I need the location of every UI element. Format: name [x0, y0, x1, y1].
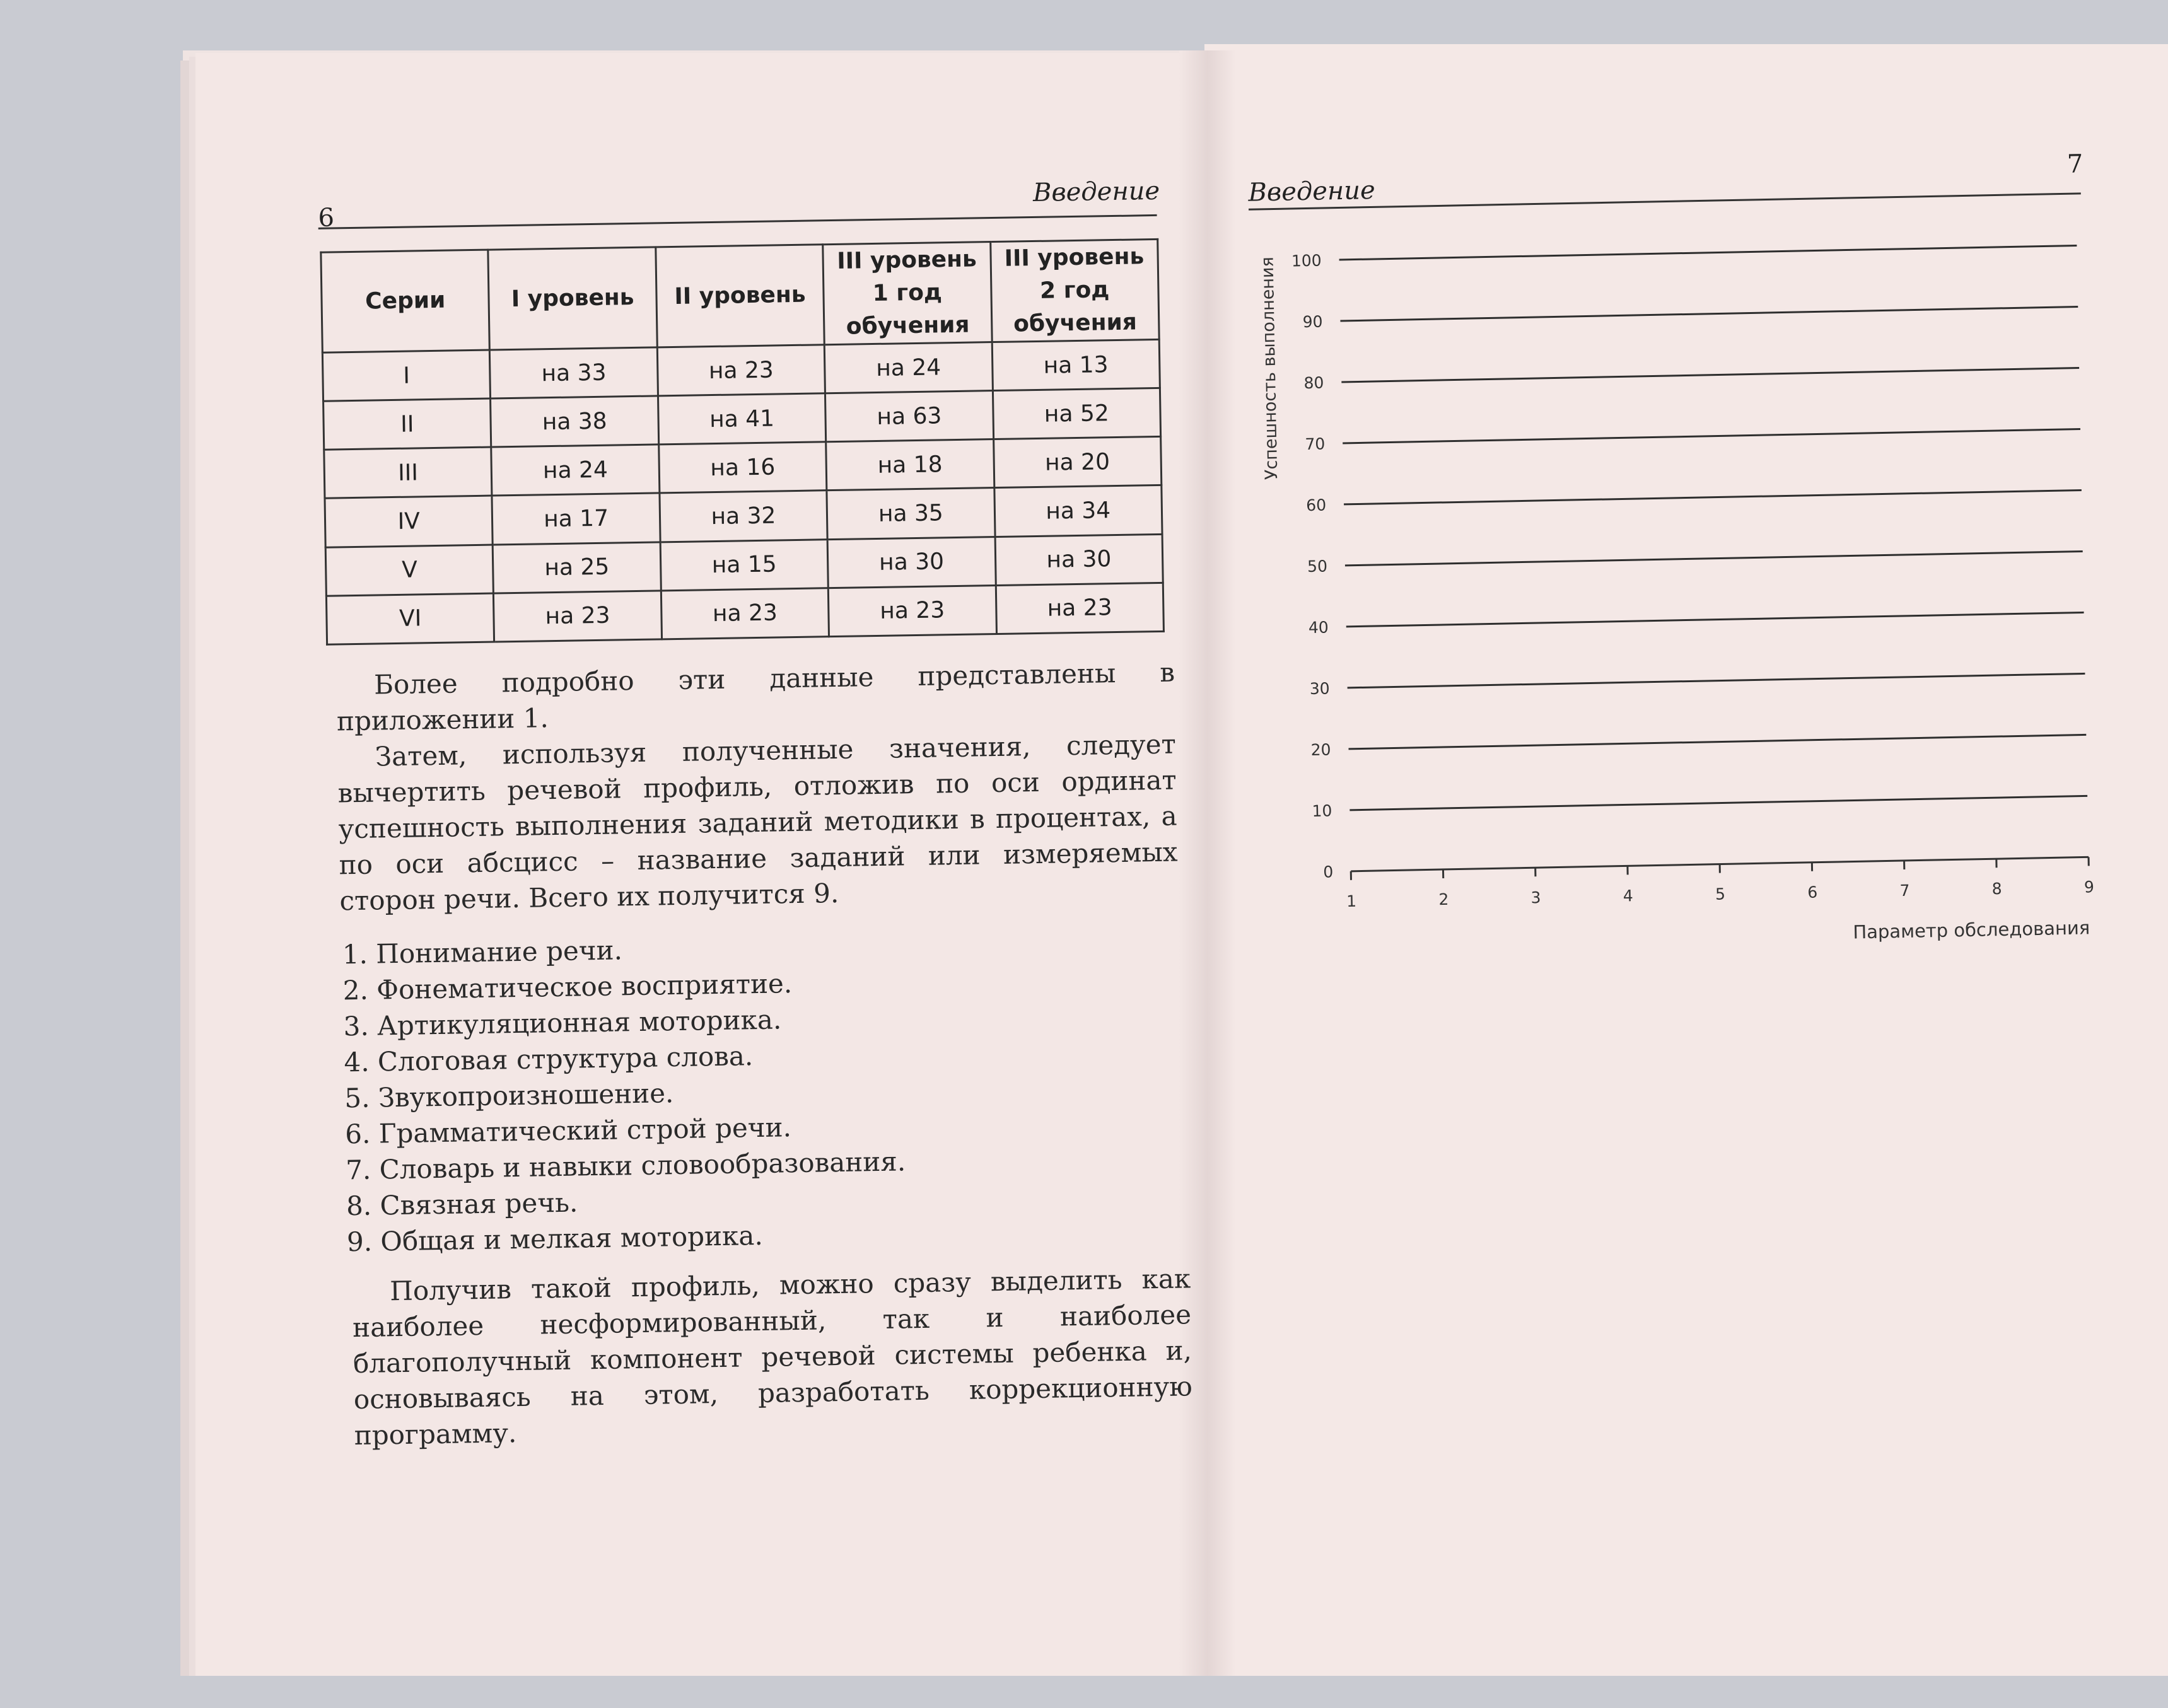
- table-cell: на 63: [825, 391, 994, 442]
- table-cell: I: [322, 350, 491, 401]
- gridline: [1348, 673, 2085, 687]
- table-cell: на 23: [661, 588, 829, 639]
- gridline: [1341, 368, 2079, 382]
- x-axis-label: Параметр обследования: [1853, 917, 2090, 943]
- x-tick-label: 7: [1899, 881, 1909, 900]
- gridline: [1349, 796, 2087, 810]
- gridline: [1349, 735, 2087, 748]
- page-number: 7: [2066, 149, 2083, 178]
- x-tick-label: 1: [1346, 892, 1356, 910]
- list-item: 9. Общая и мелкая моторика.: [347, 1211, 1167, 1260]
- table-cell: на 18: [826, 439, 994, 491]
- table-cell: на 24: [824, 342, 993, 393]
- list-item: 8. Связная речь.: [346, 1175, 1167, 1224]
- running-header: Введение: [1248, 176, 1375, 207]
- gridline: [1344, 490, 2082, 504]
- table-cell: на 30: [995, 534, 1163, 585]
- x-tick-label: 9: [2084, 878, 2094, 896]
- table-cell: на 20: [993, 437, 1162, 488]
- gridline: [1340, 307, 2078, 321]
- list-item: 7. Словарь и навыки словообразования.: [346, 1139, 1166, 1188]
- table-cell: II: [323, 398, 492, 450]
- table-cell: на 23: [828, 585, 996, 636]
- running-header: Введение: [1033, 177, 1160, 207]
- list-item: 4. Слоговая структура слова.: [344, 1031, 1164, 1080]
- list-item: 1. Понимание речи.: [342, 924, 1162, 972]
- list-item: 5. Звукопроизношение.: [344, 1067, 1165, 1116]
- table-header-cell: I уровень: [488, 247, 657, 350]
- speech-profile-chart: [1235, 219, 2119, 979]
- table-cell: на 32: [660, 491, 828, 542]
- y-tick-label: 50: [1307, 557, 1327, 576]
- y-tick-label: 30: [1310, 679, 1330, 698]
- table-cell: на 35: [827, 488, 995, 539]
- table-cell: на 17: [492, 493, 660, 544]
- header-line: 1 год: [824, 276, 990, 311]
- table-cell: на 15: [660, 539, 829, 590]
- y-tick-label: 60: [1306, 496, 1326, 514]
- table-cell: III: [324, 447, 492, 498]
- gridline: [1345, 551, 2083, 565]
- y-tick-label: 10: [1312, 801, 1332, 820]
- paragraph-profile: Затем, используя полученные значения, следует вычертить речевой профиль, отложив по оси ординат успешность выполнения заданий методики в процентах, а по оси абсцисс – название заданий или измеряемых сторон речи. Всего их получится 9.: [337, 726, 1178, 919]
- y-tick-label: 70: [1305, 434, 1325, 453]
- list-item: 2. Фонематическое восприятие.: [342, 960, 1163, 1008]
- table-cell: на 23: [996, 583, 1164, 634]
- header-line: обучения: [992, 306, 1158, 341]
- y-tick-label: 0: [1323, 863, 1333, 881]
- table-header-cell: II уровень: [656, 245, 825, 347]
- page-number: 6: [318, 203, 334, 232]
- y-tick-label: 80: [1303, 374, 1324, 393]
- table-cell: на 34: [994, 485, 1162, 537]
- table-cell: на 16: [658, 442, 827, 493]
- table-cell: на 24: [491, 444, 660, 496]
- header-line: III уровень: [824, 243, 989, 278]
- paragraph-conclusion: Получив такой профиль, можно сразу выделить как наиболее несформированный, так и наиболее благополучный компонент речевой системы ребенка и, основываясь на этом, разработать коррекционную программу.: [352, 1260, 1193, 1453]
- x-tick-label: 4: [1623, 886, 1633, 905]
- list-item: 3. Артикуляционная моторика.: [343, 996, 1163, 1044]
- table-cell: на 41: [658, 393, 826, 444]
- table-cell: на 25: [493, 542, 661, 593]
- table-cell: IV: [325, 496, 493, 547]
- y-tick-label: 20: [1310, 740, 1331, 759]
- y-axis-label: Успешность выполнения: [1258, 257, 1282, 480]
- table-cell: VI: [326, 593, 494, 644]
- list-item: 6. Грамматический строй речи.: [345, 1103, 1165, 1152]
- y-tick-label: 40: [1308, 618, 1329, 637]
- x-tick-label: 6: [1807, 883, 1817, 902]
- header-line: III уровень: [991, 240, 1157, 276]
- x-tick-label: 3: [1530, 888, 1541, 907]
- table-cell: на 23: [657, 345, 825, 396]
- x-tick-label: 5: [1715, 885, 1725, 903]
- x-tick-label: 2: [1438, 890, 1448, 909]
- table-cell: на 13: [992, 339, 1160, 390]
- table-cell: на 30: [827, 537, 996, 588]
- table-cell: на 52: [993, 388, 1161, 439]
- y-tick-label: 100: [1291, 252, 1322, 270]
- chart-grid: [1339, 246, 2088, 810]
- x-tick-label: 8: [1991, 880, 2002, 898]
- table-cell: V: [325, 545, 494, 596]
- table-cell: на 38: [491, 396, 659, 447]
- gridline: [1346, 612, 2084, 626]
- header-line: 2 год: [992, 273, 1158, 308]
- gridline: [1339, 246, 2077, 260]
- header-line: обучения: [825, 308, 991, 344]
- table-cell: на 23: [494, 591, 662, 642]
- paragraph-appendix: Более подробно эти данные представлены в приложении 1.: [336, 654, 1176, 740]
- gridline: [1343, 429, 2080, 443]
- y-tick-label: 90: [1302, 313, 1322, 332]
- y-axis-ticks: [1291, 252, 1334, 882]
- table-cell: на 33: [490, 347, 658, 398]
- table-header-cell: Серии: [321, 250, 490, 352]
